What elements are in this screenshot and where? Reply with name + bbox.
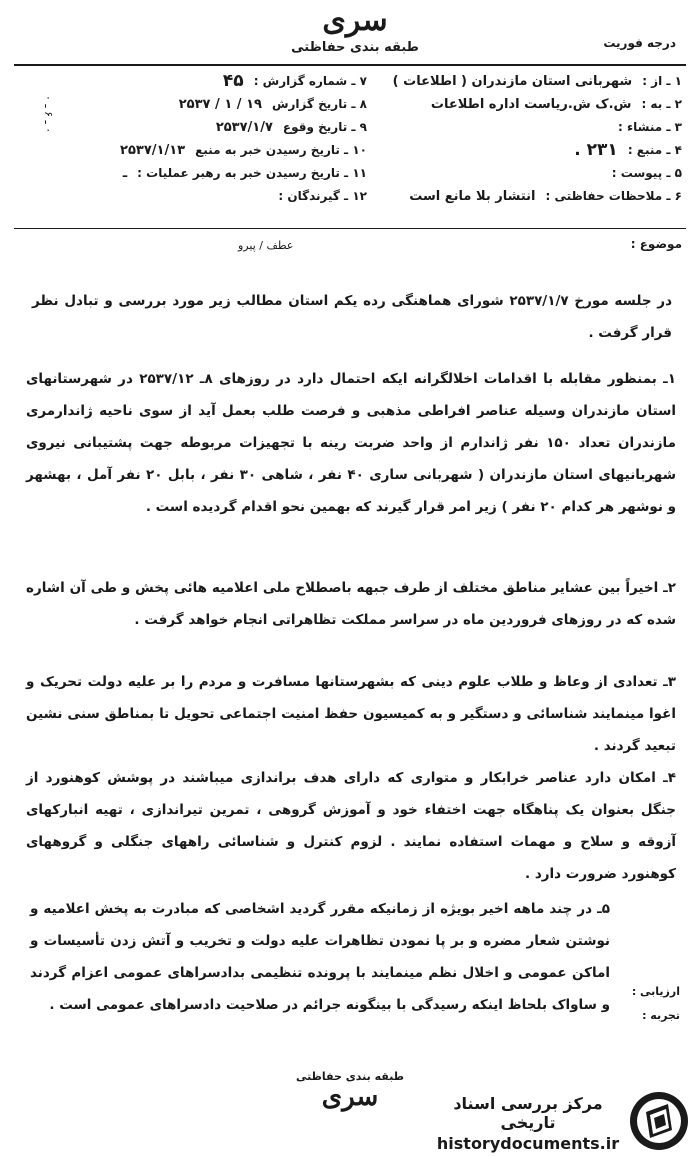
field-label: ۳ ـ منشاء : [618, 120, 682, 134]
header-divider [14, 64, 686, 66]
watermark-title: مرکز بررسی اسناد تاریخی [453, 1094, 603, 1132]
field-security-notes [357, 185, 682, 208]
field-from [357, 70, 682, 93]
field-value: شهربانی استان مازندران ( اطلاعات ) [392, 74, 633, 89]
field-occurrence-date [22, 116, 367, 139]
field-label: ۴ ـ منبع : [627, 143, 682, 157]
field-label: ۱۰ ـ تاریخ رسیدن خبر به منبع [195, 143, 367, 157]
field-report-number [22, 70, 367, 93]
field-to [357, 93, 682, 116]
field-label: ۱۱ ـ تاریخ رسیدن خبر به رهبر عملیات : [137, 166, 367, 180]
watermark-site: historydocuments.ir [436, 1134, 620, 1153]
field-origin [357, 116, 682, 139]
field-value: ۴۵ [222, 71, 244, 91]
field-value: ۲۵۳۷/۱/۷ [215, 120, 273, 135]
field-label: ۸ ـ تاریخ گزارش [271, 97, 367, 111]
archive-logo-icon [628, 1090, 690, 1152]
margin-mark: ۰ ـ ۶ ـ ۰ [42, 95, 55, 134]
field-attachment [357, 162, 682, 185]
field-value: انتشار بلا مانع است [409, 189, 536, 204]
field-source-received-date [22, 139, 367, 162]
report-item-3: ۳ـ تعدادی از وعاظ و طلاب علوم دینی که بشهرستانها مسافرت و مردم را بر علیه دولت تحریک و اغوا مینمایند شناسائی و دستگیر و به کمیسیون حفظ امنیت اجتماعی تحویل تا بمناطق سنی نشین تبعید گردند . [26, 674, 676, 754]
classification-level-label: طبقه بندی حفاظتی [291, 40, 419, 55]
field-leader-received-date [22, 162, 367, 185]
header-fields-right [357, 70, 682, 208]
watermark-text [428, 1094, 628, 1153]
field-recipients [22, 185, 367, 208]
field-label: ۷ ـ شماره گزارش : [253, 74, 367, 88]
header-fields-left [22, 70, 367, 208]
classification-stamp-bottom [285, 1070, 415, 1111]
report-item-4: ۴ـ امکان دارد عناصر خرابکار و متواری که دارای هدف براندازی میباشند در پوشش کوهنورد از جنگل بعنوان یک پناهگاه جهت اختفاء خود و آموزش گروهی ، تمرین تیراندازی ، تهیه انبارکهای آزوقه و سلاح و مهمات استفاده نمایند . لزوم کنترل و شناسائی راههای جنگلی و گروههای کوهنورد ضرورت دارد . [26, 770, 676, 882]
archive-watermark [410, 1088, 694, 1154]
classification-stamp-top [290, 4, 420, 55]
classification-label: سری [321, 1082, 379, 1112]
margin-notes [620, 980, 680, 1028]
field-label: ۵ ـ پیوست : [611, 166, 682, 180]
field-value: ش.ک ش.ریاست اداره اطلاعات [430, 97, 632, 112]
subject-value: عطف / پیرو [238, 239, 294, 252]
report-item-5: ۵ـ در چند ماهه اخیر بویژه از زمانیکه مقرر گردید اشخاصی که مبادرت به پخش اعلامیه و نوشتن شعار مضره و بر پا نمودن تظاهرات علیه دولت و تخریب و آتش زدن تأسیسات و اماکن عمومی و اخلال نظم مینمایند با پرونده تنظیمی بدادسراهای عمومی اعزام گردند و ساواک بلحاظ اینکه رسیدگی با بینگونه جرائم در صلاحیت دادسراهای عمومی است . [30, 901, 610, 1013]
field-value: ۱۹ / ۱ / ۲۵۳۷ [178, 97, 262, 112]
field-label: ۶ ـ ملاحظات حفاظتی : [545, 189, 682, 203]
field-label: ۲ ـ به : [641, 97, 682, 111]
report-item-2: ۲ـ اخیراً بین عشایر مناطق مختلف از طرف جبهه باصطلاح ملی اعلامیه هائی پخش و طی آن اشاره شده که در روزهای فروردین ماه در سراسر مملکت تظاهراتی انجام خواهد گرفت . [26, 580, 676, 628]
field-label: ۱ ـ از : [642, 74, 682, 88]
field-value: ـ [122, 166, 128, 181]
field-value: ۲۵۳۷/۱/۱۳ [120, 143, 186, 158]
field-label: ۹ ـ تاریخ وقوع [282, 120, 367, 134]
evaluation-label: ارزیابی : [631, 985, 680, 998]
field-source [357, 139, 682, 162]
field-value: ۲۳۱ . [574, 140, 618, 160]
intro-paragraph: در جلسه مورخ ۲۵۳۷/۱/۷ شورای هماهنگی رده یکم استان مطالب زیر مورد بررسی و تبادل نظر قرار گرفت . [32, 293, 672, 341]
report-item-1: ۱ـ بمنظور مقابله با اقدامات اخلالگرانه ایکه احتمال دارد در روزهای ۸ـ ۲۵۳۷/۱۲ در شهرستانهای استان مازندران وسیله عناصر افراطی مذهبی و فرصت طلب بعمل آید از سوی ناحیه ژاندارمری مازندران تعداد ۱۵۰ نفر ژاندارم از واحد ضربت رینه با تجهیزات مربوطه جهت پشتیبانی نیروی شهربانیهای استان مازندران ( شهربانی ساری ۴۰ نفر ، شاهی ۳۰ نفر ، بابل ۲۰ نفر آمل ، بهشهر و نوشهر هر کدام ۲۰ نفر ) زیر امر قرار گیرند که بهمین نحو اقدام گردیده است . [26, 371, 676, 515]
field-report-date [22, 93, 367, 116]
priority-label: درجه فوریت [603, 36, 676, 50]
header-divider-bottom [14, 228, 686, 229]
classification-level-label: طبقه بندی حفاظتی [295, 1070, 405, 1083]
field-label: ۱۲ ـ گیرندگان : [278, 189, 367, 203]
experience-label: تجربه : [642, 1009, 680, 1022]
subject-label: موضوع : [630, 237, 682, 251]
classification-label: سری [322, 3, 388, 38]
